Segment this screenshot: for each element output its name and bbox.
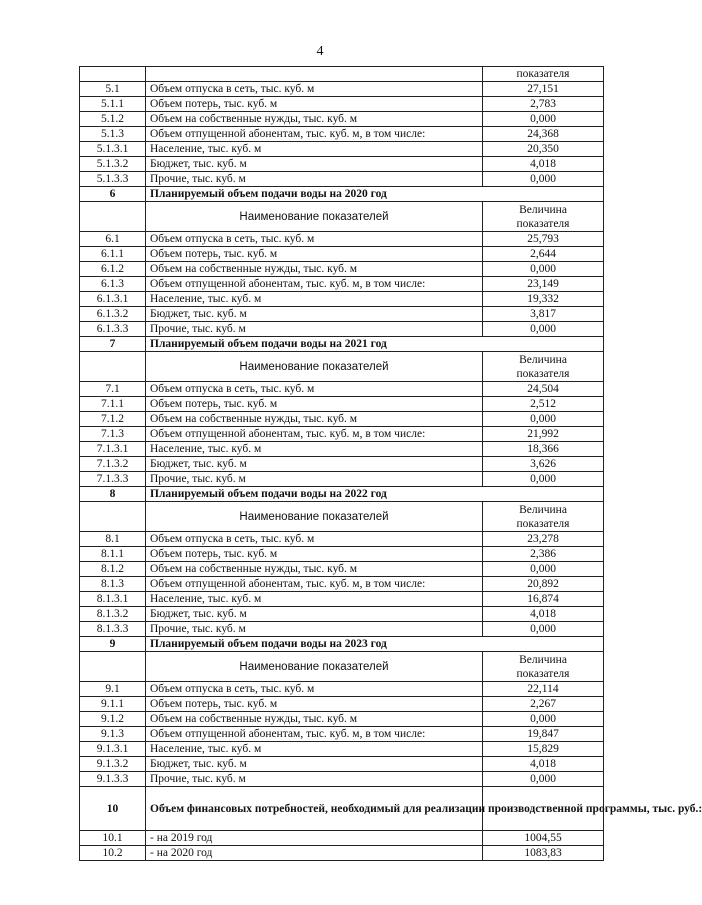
- row-name: Прочие, тыс. куб. м: [146, 322, 483, 337]
- row-name: Объем отпуска в сеть, тыс. куб. м: [146, 382, 483, 397]
- row-number: 5.1.2: [80, 112, 146, 127]
- table-row: [80, 757, 604, 772]
- row-value: 24,368: [483, 127, 604, 142]
- table-row: [80, 607, 604, 622]
- table-row: [80, 82, 604, 97]
- row-number: 7.1.3.1: [80, 442, 146, 457]
- row-number: 8.1.2: [80, 562, 146, 577]
- row-name: - на 2020 год: [146, 846, 483, 861]
- row-value: 2,783: [483, 97, 604, 112]
- row-value: 15,829: [483, 742, 604, 757]
- row-value: 22,114: [483, 682, 604, 697]
- row-name: Бюджет, тыс. куб. м: [146, 307, 483, 322]
- row-value: 3,817: [483, 307, 604, 322]
- row-value: 24,504: [483, 382, 604, 397]
- row-name: Население, тыс. куб. м: [146, 592, 483, 607]
- row-number: 7.1.1: [80, 397, 146, 412]
- table-row: [80, 157, 604, 172]
- table-row: [80, 592, 604, 607]
- row-value: 23,278: [483, 532, 604, 547]
- row-name: Объем на собственные нужды, тыс. куб. м: [146, 262, 483, 277]
- table-row: [80, 532, 604, 547]
- column-header-value: Величина показателя: [483, 202, 604, 232]
- row-value: 2,386: [483, 547, 604, 562]
- table-row: [80, 292, 604, 307]
- row-value: 0,000: [483, 562, 604, 577]
- section-title: Планируемый объем подачи воды на 2020 год: [146, 187, 604, 202]
- row-value: 0,000: [483, 472, 604, 487]
- row-number: 6.1.3.2: [80, 307, 146, 322]
- column-header-name: Наименование показателей: [146, 502, 483, 532]
- row-number: 8.1: [80, 532, 146, 547]
- row-number: 8.1.3.3: [80, 622, 146, 637]
- row-value: 0,000: [483, 712, 604, 727]
- column-header-value: Величина показателя: [483, 652, 604, 682]
- row-name: Объем отпуска в сеть, тыс. куб. м: [146, 232, 483, 247]
- row-value: 0,000: [483, 172, 604, 187]
- table-row: [80, 427, 604, 442]
- row-number: 6.1.3: [80, 277, 146, 292]
- row-name: Население, тыс. куб. м: [146, 292, 483, 307]
- row-name: Прочие, тыс. куб. м: [146, 622, 483, 637]
- row-name: Объем отпущенной абонентам, тыс. куб. м, в том числе:: [146, 277, 483, 292]
- row-value: 0,000: [483, 112, 604, 127]
- row-value: 21,992: [483, 427, 604, 442]
- row-number: 7.1.2: [80, 412, 146, 427]
- table-row: [80, 682, 604, 697]
- table-row: [80, 247, 604, 262]
- row-name: - на 2019 год: [146, 831, 483, 846]
- section-number: 7: [80, 337, 146, 352]
- row-value: 2,512: [483, 397, 604, 412]
- row-name: Объем отпуска в сеть, тыс. куб. м: [146, 82, 483, 97]
- table-row: [80, 262, 604, 277]
- row-number: 9.1.1: [80, 697, 146, 712]
- row-number: 5.1.3.3: [80, 172, 146, 187]
- row-name: Прочие, тыс. куб. м: [146, 172, 483, 187]
- column-header-value: Величина показателя: [483, 352, 604, 382]
- row-value: 0,000: [483, 772, 604, 787]
- section-title: Планируемый объем подачи воды на 2022 год: [146, 487, 604, 502]
- table-row: [80, 412, 604, 427]
- row-name: Прочие, тыс. куб. м: [146, 772, 483, 787]
- table-row: [80, 742, 604, 757]
- row-name: Объем отпущенной абонентам, тыс. куб. м, в том числе:: [146, 427, 483, 442]
- row-number: 6.1: [80, 232, 146, 247]
- row-number: 7.1.3.2: [80, 457, 146, 472]
- row-value: 23,149: [483, 277, 604, 292]
- finance-title-row: [80, 787, 604, 831]
- row-value: 0,000: [483, 322, 604, 337]
- row-name: Бюджет, тыс. куб. м: [146, 157, 483, 172]
- row-number: 5.1.3.1: [80, 142, 146, 157]
- row-number: 8.1.3.1: [80, 592, 146, 607]
- row-name: Объем потерь, тыс. куб. м: [146, 547, 483, 562]
- row-value: 19,847: [483, 727, 604, 742]
- column-header-name: Наименование показателей: [146, 202, 483, 232]
- row-name: Объем отпущенной абонентам, тыс. куб. м, в том числе:: [146, 727, 483, 742]
- row-name: Население, тыс. куб. м: [146, 742, 483, 757]
- row-name: Бюджет, тыс. куб. м: [146, 607, 483, 622]
- row-number: 9.1.2: [80, 712, 146, 727]
- row-number: 9.1.3.2: [80, 757, 146, 772]
- row-value: 16,874: [483, 592, 604, 607]
- row-number: 10.2: [80, 846, 146, 861]
- column-header-name: Наименование показателей: [146, 652, 483, 682]
- row-name: Объем отпуска в сеть, тыс. куб. м: [146, 682, 483, 697]
- row-name: Объем потерь, тыс. куб. м: [146, 697, 483, 712]
- table-row: [80, 112, 604, 127]
- column-header-row: [80, 352, 604, 382]
- table-row: [80, 772, 604, 787]
- row-value: 2,267: [483, 697, 604, 712]
- table-row: [80, 322, 604, 337]
- row-name: Объем на собственные нужды, тыс. куб. м: [146, 562, 483, 577]
- row-name: Объем отпуска в сеть, тыс. куб. м: [146, 532, 483, 547]
- row-value: 20,892: [483, 577, 604, 592]
- table-continuation-row: [80, 67, 604, 82]
- row-value: 1004,55: [483, 831, 604, 846]
- table-row: [80, 382, 604, 397]
- table-row: [80, 442, 604, 457]
- table-row: [80, 397, 604, 412]
- table-row: [80, 277, 604, 292]
- row-name: Бюджет, тыс. куб. м: [146, 757, 483, 772]
- table-row: [80, 562, 604, 577]
- row-name: Объем потерь, тыс. куб. м: [146, 397, 483, 412]
- row-value: 0,000: [483, 622, 604, 637]
- table-row: [80, 622, 604, 637]
- row-value: 19,332: [483, 292, 604, 307]
- column-header-row: [80, 502, 604, 532]
- section-title-row: [80, 487, 604, 502]
- row-name: Объем на собственные нужды, тыс. куб. м: [146, 112, 483, 127]
- row-number: 10.1: [80, 831, 146, 846]
- row-value: 4,018: [483, 157, 604, 172]
- row-name: Население, тыс. куб. м: [146, 142, 483, 157]
- section-number: 6: [80, 187, 146, 202]
- row-name: Прочие, тыс. куб. м: [146, 472, 483, 487]
- table-row: [80, 697, 604, 712]
- row-number: 6.1.2: [80, 262, 146, 277]
- row-name: Бюджет, тыс. куб. м: [146, 457, 483, 472]
- row-name: Население, тыс. куб. м: [146, 442, 483, 457]
- table-row: [80, 727, 604, 742]
- row-number: 6.1.3.1: [80, 292, 146, 307]
- row-number: 5.1.1: [80, 97, 146, 112]
- table-row: [80, 232, 604, 247]
- row-value: 4,018: [483, 607, 604, 622]
- row-value: 27,151: [483, 82, 604, 97]
- row-value: 0,000: [483, 262, 604, 277]
- section-title-row: [80, 637, 604, 652]
- row-number: 9.1: [80, 682, 146, 697]
- table-row: [80, 547, 604, 562]
- finance-title: Объем финансовых потребностей, необходимый для реализации производственной программы, тыс. руб.:: [146, 787, 483, 831]
- row-number: 8.1.3.2: [80, 607, 146, 622]
- row-value: 0,000: [483, 412, 604, 427]
- row-number: 5.1.3: [80, 127, 146, 142]
- section-title-row: [80, 337, 604, 352]
- row-number: 7.1.3.3: [80, 472, 146, 487]
- row-value: 20,350: [483, 142, 604, 157]
- table-row: [80, 457, 604, 472]
- row-number: 9.1.3: [80, 727, 146, 742]
- row-number: 9.1.3.3: [80, 772, 146, 787]
- section-title: Планируемый объем подачи воды на 2021 год: [146, 337, 604, 352]
- row-value: 2,644: [483, 247, 604, 262]
- section-title-row: [80, 187, 604, 202]
- row-number: 5.1.3.2: [80, 157, 146, 172]
- table-row: [80, 172, 604, 187]
- row-number: 8.1.3: [80, 577, 146, 592]
- row-number: 7.1.3: [80, 427, 146, 442]
- table-row: [80, 577, 604, 592]
- column-header-value: Величина показателя: [483, 502, 604, 532]
- table-row: [80, 712, 604, 727]
- row-name: Объем отпущенной абонентам, тыс. куб. м, в том числе:: [146, 127, 483, 142]
- row-name: Объем на собственные нужды, тыс. куб. м: [146, 712, 483, 727]
- column-header-row: [80, 202, 604, 232]
- table-row: [80, 97, 604, 112]
- row-name: Объем отпущенной абонентам, тыс. куб. м, в том числе:: [146, 577, 483, 592]
- page-number: 4: [316, 44, 324, 59]
- table-row: [80, 127, 604, 142]
- table-row: [80, 142, 604, 157]
- column-header-name: Наименование показателей: [146, 352, 483, 382]
- row-number: 7.1: [80, 382, 146, 397]
- row-value: 4,018: [483, 757, 604, 772]
- row-number: 6.1.3.3: [80, 322, 146, 337]
- row-name: Объем на собственные нужды, тыс. куб. м: [146, 412, 483, 427]
- table-row: [80, 472, 604, 487]
- row-name: Объем потерь, тыс. куб. м: [146, 97, 483, 112]
- row-value: 3,626: [483, 457, 604, 472]
- section-number: 10: [80, 787, 146, 831]
- table-row: [80, 846, 604, 861]
- column-header-row: [80, 652, 604, 682]
- row-number: 9.1.3.1: [80, 742, 146, 757]
- section-number: 9: [80, 637, 146, 652]
- row-number: 6.1.1: [80, 247, 146, 262]
- section-title: Планируемый объем подачи воды на 2023 год: [146, 637, 604, 652]
- table-row: [80, 307, 604, 322]
- row-value: 25,793: [483, 232, 604, 247]
- row-number: 5.1: [80, 82, 146, 97]
- row-number: 8.1.1: [80, 547, 146, 562]
- section-number: 8: [80, 487, 146, 502]
- row-value: 1083,83: [483, 846, 604, 861]
- row-name: Объем потерь, тыс. куб. м: [146, 247, 483, 262]
- table-row: [80, 831, 604, 846]
- value-header-continuation: показателя: [483, 67, 604, 82]
- row-value: 18,366: [483, 442, 604, 457]
- program-table: [79, 66, 702, 861]
